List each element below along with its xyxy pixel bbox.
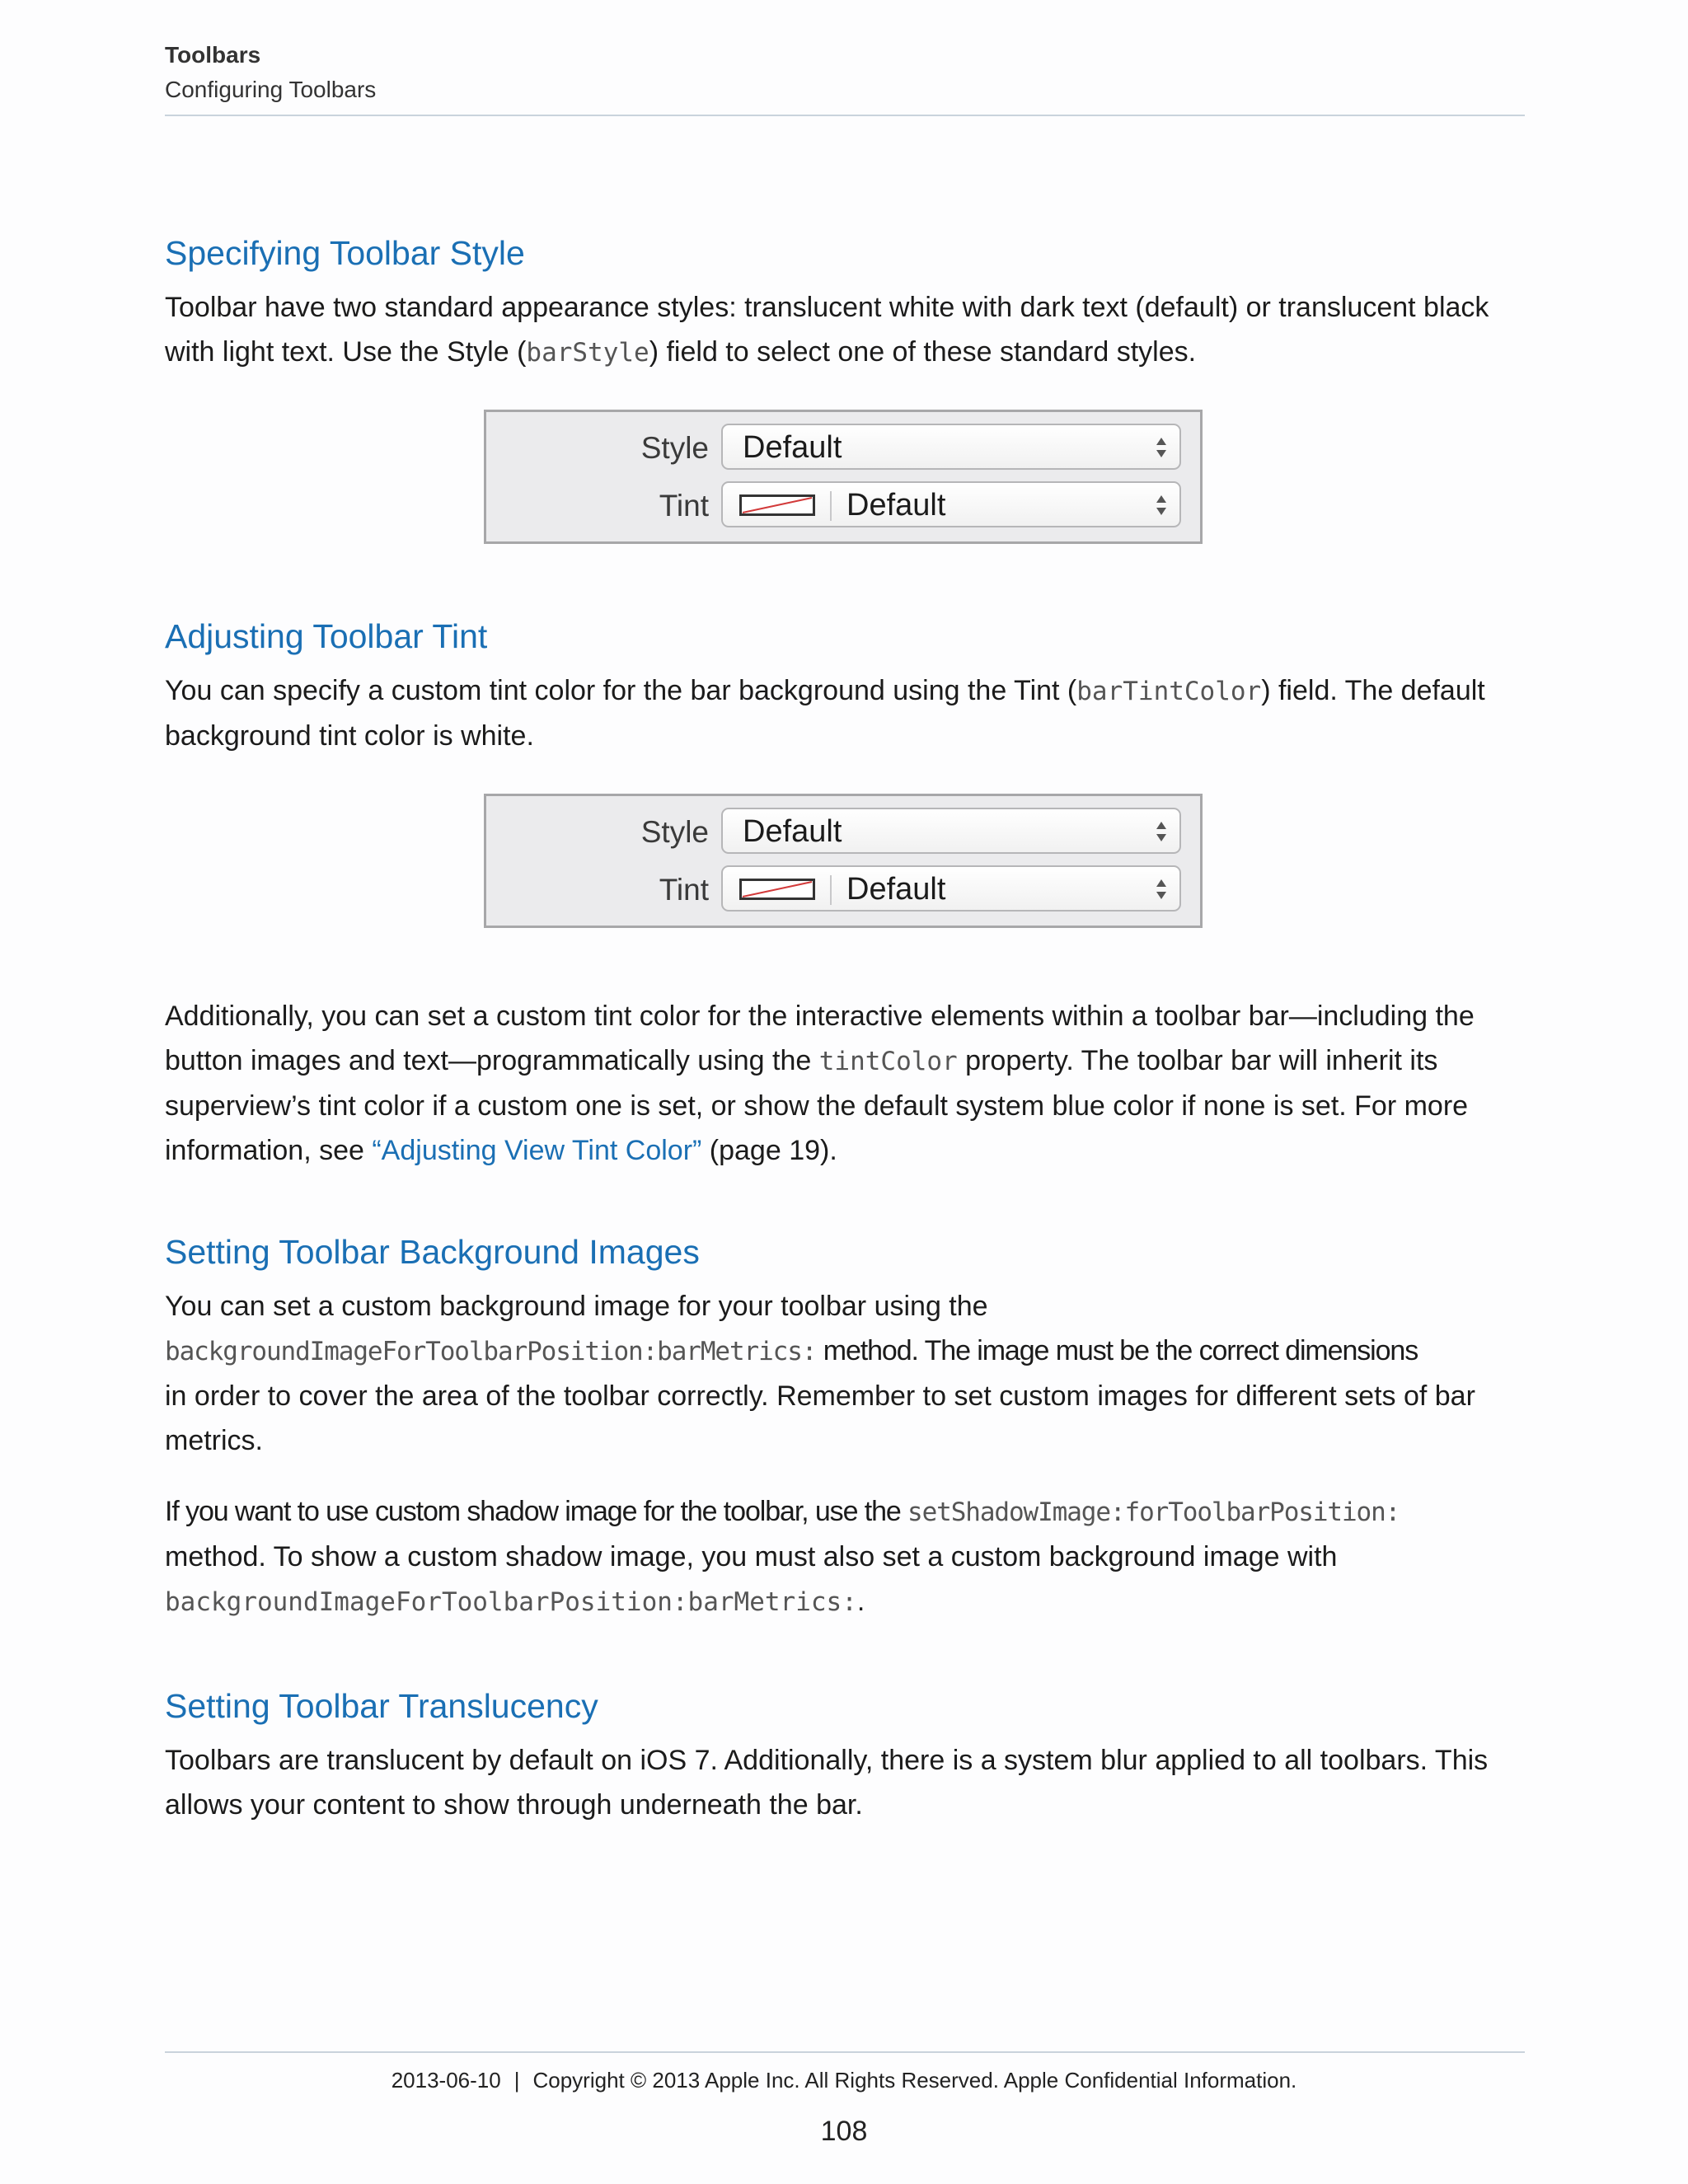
paragraph-tint2-line2: button images and text—programmatically using the tintColor property. The toolbar bar will inherit its [165,1045,1438,1076]
section-translucency [165,1684,1525,1827]
paragraph-style-line2: with light text. Use the Style (barStyle) field to select one of these standard styles. [165,336,1197,368]
code-background-image-method: backgroundImageForToolbarPosition:barMetrics: [165,1337,817,1366]
paragraph-bg-line3: in order to cover the area of the toolbar correctly. Remember to set custom images for different sets of bar [165,1380,1475,1412]
code-background-image-method-2: backgroundImageForToolbarPosition:barMetrics: [165,1587,857,1617]
style-popup[interactable] [721,424,1181,470]
color-swatch-icon [739,494,815,516]
section-background-images [165,1230,1525,1624]
style-label: Style [640,431,709,465]
inspector-figure-style [484,410,1203,544]
paragraph-bg-line2: backgroundImageForToolbarPosition:barMetrics: method. The image must be the correct dimensions [165,1335,1418,1366]
paragraph-tint-line2: background tint color is white. [165,720,534,752]
paragraph-shadow-line1: If you want to use custom shadow image for the toolbar, use the setShadowImage:forToolbarPosition: [165,1496,1400,1527]
footer-date: 2013-06-10 [391,2068,501,2093]
link-adjusting-view-tint-color[interactable]: “Adjusting View Tint Color” [372,1135,702,1166]
tint-popup-value: Default [846,488,946,523]
inspector-figure-tint [484,794,1203,928]
tint-row [486,865,1200,913]
popup-divider [830,875,832,905]
page-number: 108 [820,2116,868,2147]
paragraph-translucency-line1: Toolbars are translucent by default on iOS 7. Additionally, there is a system blur applied to all toolbars. This [165,1745,1489,1776]
running-header [165,38,1525,107]
tint-label: Tint [659,873,709,907]
heading-toolbar-style: Specifying Toolbar Style [165,234,525,272]
style-popup-value: Default [743,430,842,465]
heading-translucency: Setting Toolbar Translucency [165,1687,598,1725]
style-popup[interactable] [721,808,1181,854]
header-section: Configuring Toolbars [165,77,377,102]
tint-popup[interactable] [721,865,1181,912]
paragraph-style-line1: Toolbar have two standard appearance styles: translucent white with dark text (default) or translucent black [165,292,1489,323]
updown-arrows-icon [1155,875,1168,903]
tint-row [486,481,1200,529]
code-tintcolor: tintColor [818,1047,958,1076]
header-divider [165,115,1525,116]
section-toolbar-style [165,231,1525,375]
footer-copyright [0,2064,1688,2096]
paragraph-tint2-line4: information, see “Adjusting View Tint Color” (page 19). [165,1135,837,1166]
code-bartintcolor: barTintColor [1076,677,1262,706]
updown-arrows-icon [1155,491,1168,519]
popup-divider [830,491,832,521]
style-popup-value: Default [743,814,842,849]
paragraph-bg-line1: You can set a custom background image for your toolbar using the [165,1291,988,1322]
tint-popup-value: Default [846,872,946,907]
style-label: Style [640,815,709,849]
footer-copyright-text: Copyright © 2013 Apple Inc. All Rights Reserved. Apple Confidential Information. [532,2068,1297,2093]
paragraph-tint-color [165,994,1525,1173]
paragraph-shadow-line2: method. To show a custom shadow image, you must also set a custom background image with [165,1541,1338,1572]
heading-toolbar-tint: Adjusting Toolbar Tint [165,617,488,655]
heading-background-images: Setting Toolbar Background Images [165,1233,700,1271]
style-row [486,808,1200,855]
paragraph-tint2-line3: superview’s tint color if a custom one is set, or show the default system blue color if none is set. For more [165,1090,1469,1122]
code-barstyle: barStyle [526,338,649,368]
paragraph-tint-line1: You can specify a custom tint color for the bar background using the Tint (barTintColor) field. The default [165,675,1485,706]
header-chapter: Toolbars [165,42,261,68]
tint-label: Tint [659,489,709,523]
updown-arrows-icon [1155,818,1168,846]
tint-popup[interactable] [721,481,1181,527]
color-swatch-icon [739,879,815,900]
paragraph-tint2-line1: Additionally, you can set a custom tint color for the interactive elements within a toolbar bar—including the [165,1001,1475,1032]
footer-separator: | [513,2068,520,2093]
paragraph-bg-line4: metrics. [165,1425,263,1456]
updown-arrows-icon [1155,434,1168,462]
paragraph-translucency-line2: allows your content to show through underneath the bar. [165,1789,863,1821]
code-set-shadow-image: setShadowImage:forToolbarPosition: [907,1497,1400,1527]
style-row [486,424,1200,471]
footer-divider [165,2051,1525,2053]
paragraph-shadow-line3: backgroundImageForToolbarPosition:barMetrics:. [165,1586,865,1617]
section-toolbar-tint [165,614,1525,758]
